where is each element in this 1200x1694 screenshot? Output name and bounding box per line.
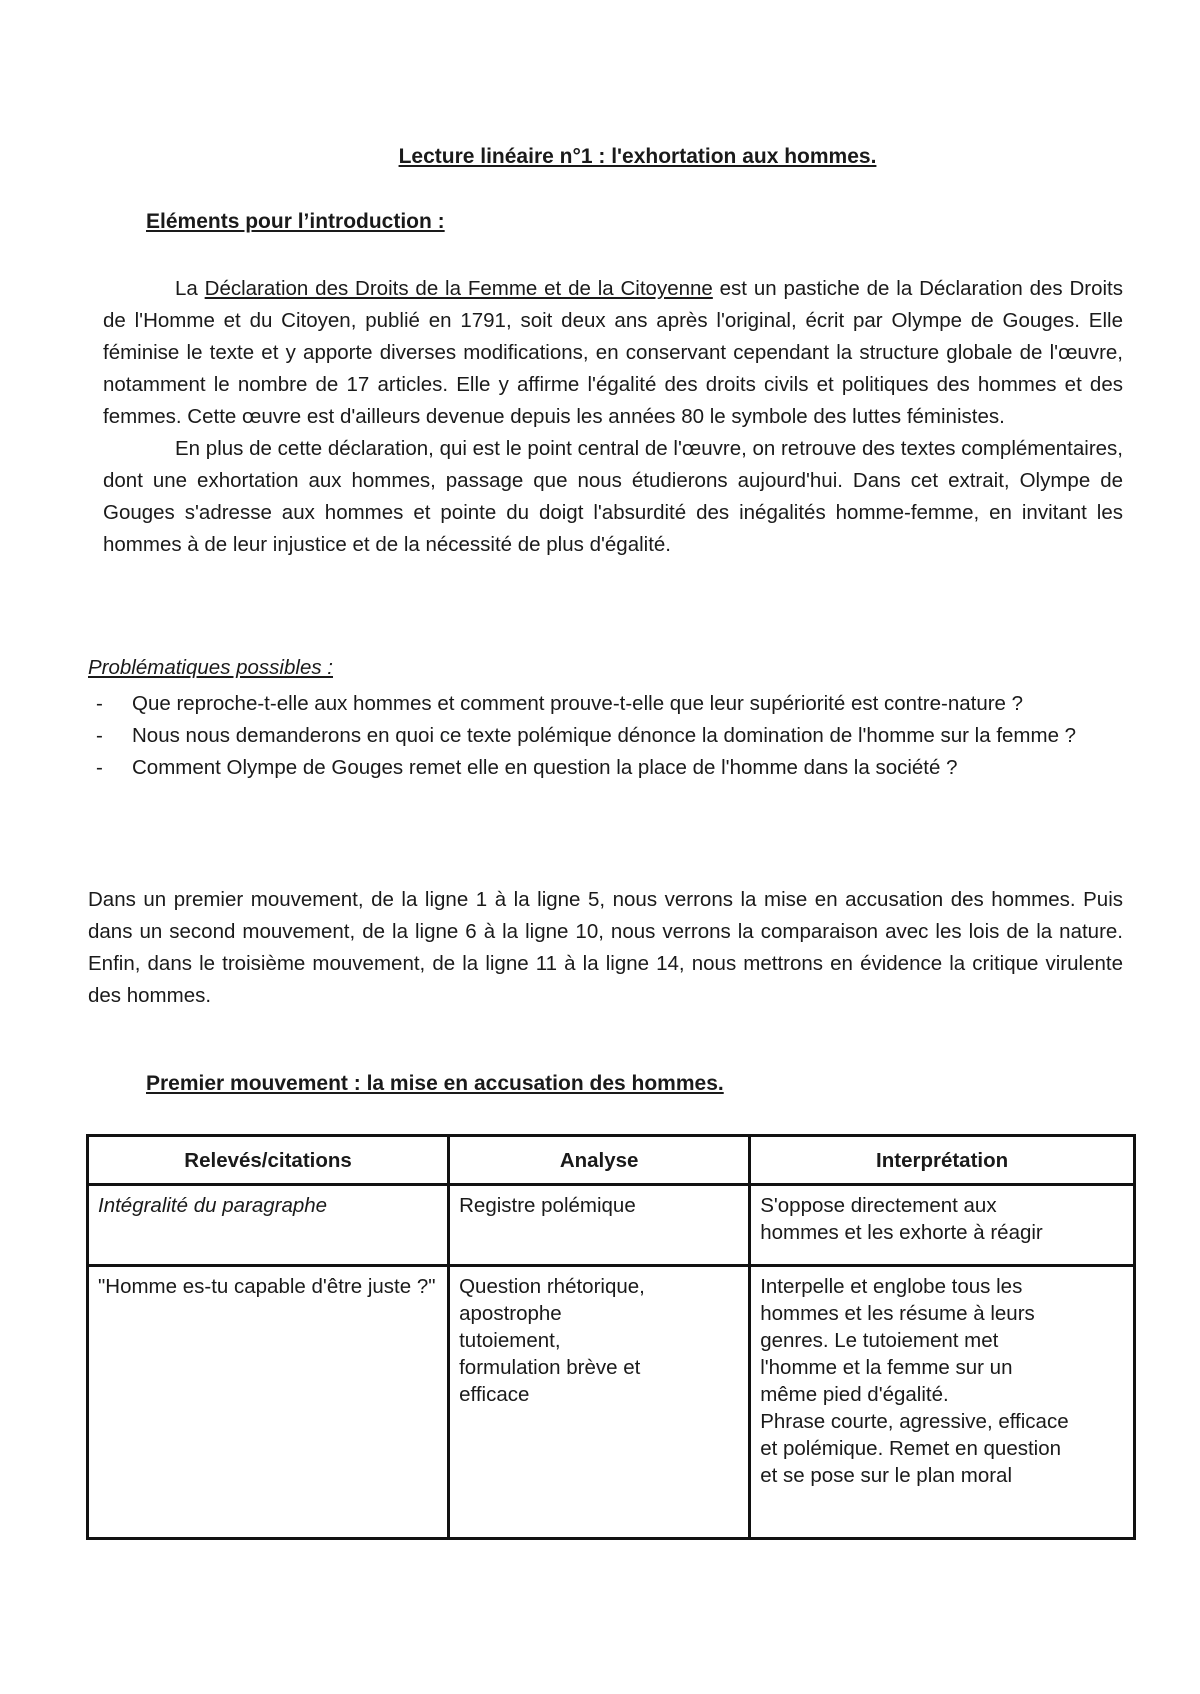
dash-bullet-icon: - — [96, 756, 103, 779]
table-row — [88, 1185, 1135, 1266]
cell-line: efficace — [459, 1383, 530, 1406]
list-item — [88, 720, 1123, 752]
problematique-text: Que reproche-t-elle aux hommes et comment prouve-t-elle que leur supériorité est contre-nature ? — [132, 692, 1024, 715]
table-row — [88, 1266, 1135, 1539]
cell-line: formulation brève et — [459, 1356, 641, 1379]
intro-paragraph-1 — [103, 273, 1123, 433]
cell-line: hommes et les exhorte à réagir — [760, 1221, 1043, 1244]
intro-paragraph-2: En plus de cette déclaration, qui est le point central de l'œuvre, on retrouve des textes complémentaires, dont une exhortation aux hommes, passage que nous étudierons aujourd'hui. Dans cet extrait, Olympe de Gouges s'adresse aux hommes et pointe du doigt l'absurdité des inégalités homme-femme, en invitant les hommes à de leur injustice et de la nécessité de plus d'égalité. — [103, 437, 1123, 556]
plan-paragraph: Dans un premier mouvement, de la ligne 1 à la ligne 5, nous verrons la mise en accusation des hommes. Puis dans un second mouvement, de la ligne 6 à la ligne 10, nous verrons la comparaison avec les lois de la nature. Enfin, dans le troisième mouvement, de la ligne 11 à la ligne 14, nous mettrons en évidence la critique virulente des hommes. — [88, 888, 1123, 1007]
cell-line: Interpelle et englobe tous les — [760, 1275, 1023, 1298]
section-heading: Premier mouvement : la mise en accusation des hommes. — [146, 1072, 724, 1095]
header-analyse: Analyse — [449, 1136, 750, 1185]
analysis-table — [86, 1134, 1136, 1540]
cell-line: Registre polémique — [459, 1194, 636, 1217]
intro-heading: Eléments pour l’introduction : — [146, 210, 445, 233]
list-item — [88, 752, 1123, 784]
cell-interpretation — [750, 1266, 1135, 1539]
cell-line: l'homme et la femme sur un — [760, 1356, 1013, 1379]
intro-rest: est un pastiche de la Déclaration des Droits de l'Homme et du Citoyen, publié en 1791, soit deux ans après l'original, écrit par Olympe de Gouges. Elle féminise le texte et y apporte diverses modifications, en conservant cependant la structure globale de l'œuvre, notamment le nombre de 17 articles. Elle y affirme l'égalité des droits civils et politiques des hommes et des femmes. Cette œuvre est d'ailleurs devenue depuis les années 80 le symbole des luttes féministes. — [103, 277, 1124, 428]
cell-line: Question rhétorique, — [459, 1275, 645, 1298]
problematique-text: Comment Olympe de Gouges remet elle en question la place de l'homme dans la société ? — [132, 756, 958, 779]
cell-line: genres. Le tutoiement met — [760, 1329, 999, 1352]
problematiques-list — [88, 688, 1123, 784]
cell-line: hommes et les résume à leurs — [760, 1302, 1035, 1325]
cell-line: S'oppose directement aux — [760, 1194, 997, 1217]
problematique-text: Nous nous demanderons en quoi ce texte polémique dénonce la domination de l'homme sur la femme ? — [132, 724, 1077, 747]
cell-interpretation — [750, 1185, 1135, 1266]
table-header-row — [88, 1136, 1135, 1185]
list-item — [88, 688, 1123, 720]
work-title: Déclaration des Droits de la Femme et de la Citoyenne — [204, 277, 713, 300]
page-title: Lecture linéaire n°1 : l'exhortation aux hommes. — [398, 145, 877, 168]
cell-line: et polémique. Remet en question — [760, 1437, 1062, 1460]
cell-analyse — [449, 1266, 750, 1539]
cell-analyse — [449, 1185, 750, 1266]
cell-line: même pied d'égalité. — [760, 1383, 949, 1406]
problematiques-label: Problématiques possibles : — [88, 656, 333, 679]
intro-section — [103, 273, 1123, 561]
dash-bullet-icon: - — [96, 724, 103, 747]
cell-line: Phrase courte, agressive, efficace — [760, 1410, 1069, 1433]
cell-line: apostrophe — [459, 1302, 562, 1325]
header-releves: Relevés/citations — [88, 1136, 449, 1185]
cell-line: tutoiement, — [459, 1329, 561, 1352]
header-interpretation: Interprétation — [750, 1136, 1135, 1185]
intro-lead: La — [175, 277, 205, 300]
dash-bullet-icon: - — [96, 692, 103, 715]
cell-citation: Intégralité du paragraphe — [88, 1185, 449, 1266]
cell-line: et se pose sur le plan moral — [760, 1464, 1013, 1487]
cell-citation: "Homme es-tu capable d'être juste ?" — [88, 1266, 449, 1539]
